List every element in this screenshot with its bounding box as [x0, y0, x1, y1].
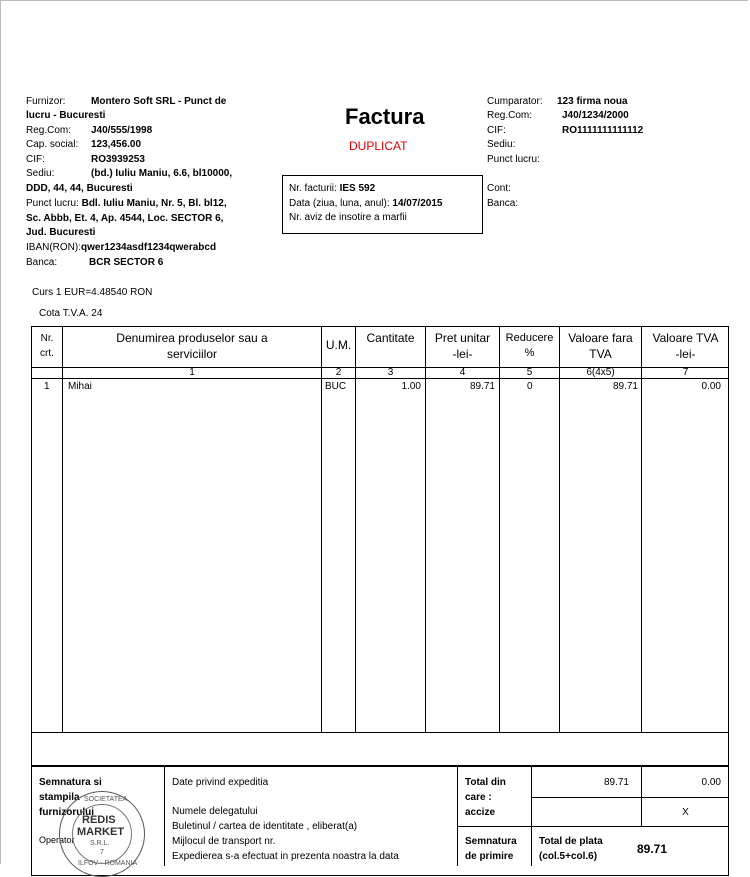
supplier-name-cont: lucru - Bucuresti [26, 110, 106, 121]
colnum-1: 1 [189, 367, 195, 378]
header-valoare: Valoare fara TVA [568, 331, 633, 361]
stamp-name1: REDIS [82, 814, 116, 826]
colnum-5: 5 [526, 367, 533, 378]
delegate-name-label: Numele delegatului [172, 806, 258, 817]
receipt-signature-label: Semnatura [465, 836, 517, 847]
duplicate-mark: DUPLICAT [349, 139, 408, 153]
stamp-number: 7 [100, 849, 104, 856]
header-cantitate: Cantitate [366, 331, 415, 345]
row-product: Mihai [68, 381, 92, 392]
stamp-bottom-text: ILFOV - ROMANIA [78, 860, 138, 867]
total-label2: care : [465, 792, 492, 803]
transport-label: Mijlocul de transport nr. [172, 836, 276, 847]
document-title: Factura [345, 104, 425, 129]
header-denumire: Denumirea produselor sau a serviciilor [116, 331, 268, 361]
supplier-sediu-cont: DDD, 44, 44, Bucuresti [26, 183, 133, 194]
supplier-cif: RO3939253 [91, 154, 145, 165]
total-payment-value: 89.71 [637, 842, 668, 856]
supplier-banca: BCR SECTOR 6 [89, 257, 164, 268]
customer-label: Cumparator: [487, 96, 543, 107]
row-um: BUC [325, 381, 347, 392]
row-tva: 0.00 [701, 381, 721, 392]
expedition-date-label: Expedierea s-a efectuat in prezenta noastra la data [172, 851, 399, 862]
customer-sediu-label: Sediu: [487, 139, 516, 150]
supplier-cap-label: Cap. social: [26, 139, 79, 150]
receipt-signature-label2: de primire [465, 851, 514, 862]
customer-name: 123 firma noua [557, 96, 628, 107]
customer-cont-label: Cont: [487, 183, 511, 194]
invoice-number: IES 592 [339, 183, 376, 194]
total-vat: 0.00 [701, 777, 721, 788]
exchange-rate: Curs 1 EUR=4.48540 RON [32, 287, 153, 298]
colnum-3: 3 [387, 367, 394, 378]
colnum-2: 2 [335, 367, 342, 378]
row-reducere: 0 [527, 381, 533, 392]
header-um: U.M. [325, 338, 352, 352]
supplier-punct: Bdl. Iuliu Maniu, Nr. 5, Bl. bl12, [81, 198, 227, 209]
customer-regcom-label: Reg.Com: [487, 110, 533, 121]
customer-cif: RO1111111111112 [562, 125, 644, 136]
supplier-name: Montero Soft SRL - Punct de [91, 96, 227, 107]
vat-rate: Cota T.V.A. 24 [39, 308, 103, 319]
company-stamp [59, 791, 145, 877]
stamp-name2: MARKET [77, 826, 125, 838]
supplier-sediu: (bd.) Iuliu Maniu, 6.6, bl10000, [91, 168, 233, 179]
total-label: Total din [465, 777, 506, 788]
invoice-date-label: Data (ziua, luna, anul): [289, 198, 390, 209]
supplier-label: Furnizor: [26, 96, 66, 107]
invoice-date: 14/07/2015 [392, 198, 443, 209]
supplier-cif-label: CIF: [26, 154, 45, 165]
supplier-signature-label2: stampila [39, 792, 80, 803]
header-nr: Nr. crt. [40, 333, 54, 359]
row-nr: 1 [44, 381, 50, 392]
supplier-regcom: J40/555/1998 [91, 125, 153, 136]
customer-punct-label: Punct lucru: [487, 154, 540, 165]
header-pret: Pret unitar -lei- [434, 331, 491, 361]
customer-banca-label: Banca: [487, 198, 519, 209]
header-tva: Valoare TVA -lei- [652, 331, 719, 361]
customer-regcom: J40/1234/2000 [562, 110, 629, 121]
supplier-punct-cont2: Jud. Bucuresti [26, 227, 96, 238]
header-reducere: Reducere % [505, 332, 554, 359]
total-label3: accize [465, 807, 496, 818]
supplier-iban: qwer1234asdf1234qwerabcd [81, 242, 217, 253]
supplier-signature-label3: furnizorului [39, 807, 94, 818]
row-cantitate: 1.00 [401, 381, 421, 392]
supplier-punct-cont: Sc. Abbb, Et. 4, Ap. 4544, Loc. SECTOR 6, [26, 213, 224, 224]
supplier-signature-label: Semnatura si [39, 777, 102, 788]
supplier-regcom-label: Reg.Com: [26, 125, 72, 136]
colnum-7: 7 [682, 367, 689, 378]
total-payment-label: Total de plata [539, 836, 603, 847]
operator-label: Operator [39, 835, 75, 845]
total-value: 89.71 [603, 777, 629, 788]
total-payment-formula: (col.5+col.6) [539, 851, 598, 862]
expedition-title: Date privind expeditia [172, 777, 269, 788]
stamp-top-text: SOCIETATEA [84, 796, 128, 803]
row-valoare: 89.71 [612, 381, 638, 392]
invoice-aviz-label: Nr. aviz de insotire a marfii [289, 212, 407, 223]
excise-mark: X [682, 807, 689, 818]
colnum-6: 6(4x5) [586, 367, 615, 378]
id-card-label: Buletinul / cartea de identitate , eliberat(a) [172, 821, 358, 832]
stamp-srl: S.R.L. [90, 840, 110, 847]
supplier-cap: 123,456.00 [91, 139, 142, 150]
supplier-punct-label: Punct lucru: [26, 198, 79, 209]
row-pret: 89.71 [469, 381, 495, 392]
supplier-iban-label: IBAN(RON): [26, 242, 81, 253]
supplier-sediu-label: Sediu: [26, 168, 55, 179]
supplier-banca-label: Banca: [26, 257, 58, 268]
invoice-number-label: Nr. facturii: [289, 183, 337, 194]
colnum-4: 4 [459, 367, 466, 378]
customer-cif-label: CIF: [487, 125, 506, 136]
